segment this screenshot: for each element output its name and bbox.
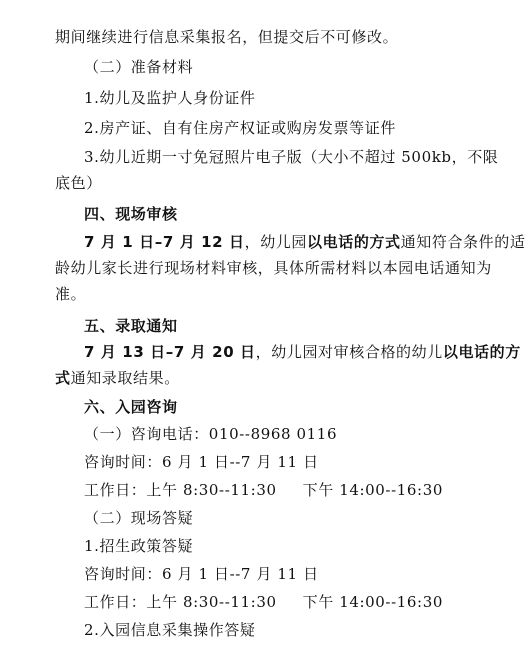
- consult-time: 咨询时间：6 月 1 日--7 月 11 日: [84, 565, 319, 583]
- date-range: 7 月 13 日–7 月 20 日: [84, 343, 256, 361]
- consult-time: 咨询时间：6 月 1 日--7 月 11 日: [84, 453, 319, 471]
- morning-hours: 工作日：上午 8:30--11:30: [84, 481, 277, 499]
- working-hours: [84, 592, 443, 612]
- paragraph-line: [55, 368, 180, 388]
- text-run: ，幼儿园: [244, 233, 308, 251]
- subheading-materials: （二）准备材料: [84, 58, 194, 76]
- section-heading-admission: 五、录取通知: [84, 317, 178, 335]
- morning-hours: 工作日：上午 8:30--11:30: [84, 593, 277, 611]
- list-item-continuation: 底色）: [55, 174, 102, 192]
- paragraph-line: 期间继续进行信息采集报名，但提交后不可修改。: [55, 28, 399, 46]
- text-run: ，幼儿园对审核合格的幼儿: [255, 343, 443, 361]
- text-run: 通知录取结果。: [70, 369, 180, 387]
- list-item: 2.入园信息采集操作答疑: [84, 621, 256, 639]
- date-range: 7 月 1 日–7 月 12 日: [84, 233, 245, 251]
- consult-phone: （一）咨询电话：010--8968 0116: [84, 425, 338, 443]
- afternoon-hours: 下午 14:00--16:30: [302, 593, 443, 611]
- paragraph-line: 龄幼儿家长进行现场材料审核，具体所需材料以本园电话通知为: [55, 259, 492, 277]
- emphasis-text: 以电话的方: [442, 343, 521, 361]
- section-heading-review: 四、现场审核: [84, 205, 178, 223]
- section-heading-consult: 六、入园咨询: [84, 398, 178, 416]
- list-item: 1.幼儿及监护人身份证件: [84, 89, 256, 107]
- emphasis-text: 以电话的方式: [307, 233, 401, 251]
- paragraph-line: [84, 232, 525, 252]
- list-item: 3.幼儿近期一寸免冠照片电子版（大小不超过 500kb，不限: [84, 148, 499, 166]
- working-hours: [84, 480, 443, 500]
- list-item: 1.招生政策答疑: [84, 537, 194, 555]
- paragraph-line: [84, 342, 521, 362]
- subheading-onsite: （二）现场答疑: [84, 509, 194, 527]
- paragraph-line: 准。: [55, 285, 87, 303]
- text-run: 通知符合条件的适: [400, 233, 526, 251]
- afternoon-hours: 下午 14:00--16:30: [302, 481, 443, 499]
- emphasis-text: 式: [55, 369, 71, 387]
- list-item: 2.房产证、自有住房产权证或购房发票等证件: [84, 119, 396, 137]
